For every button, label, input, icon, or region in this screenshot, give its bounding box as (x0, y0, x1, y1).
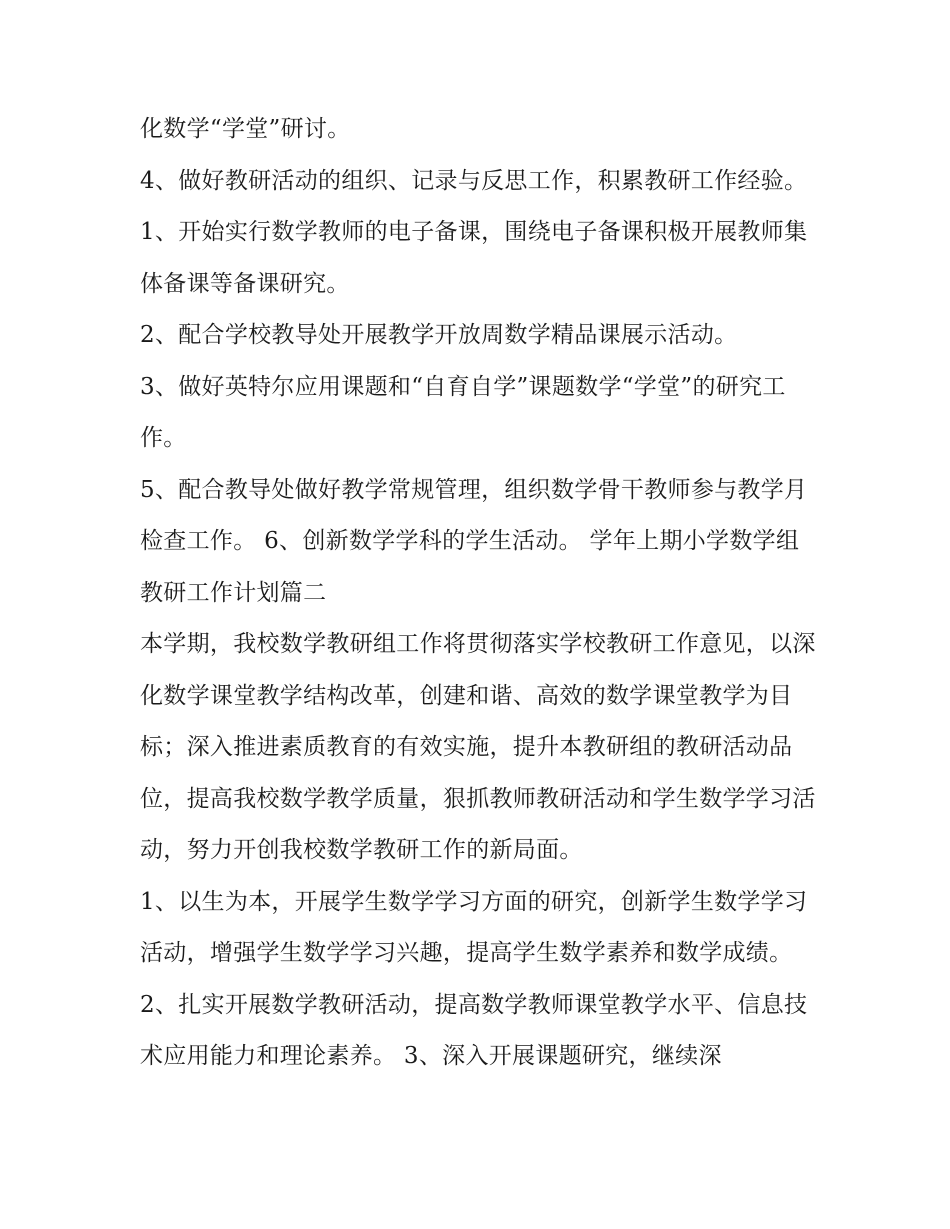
paragraph-8: 2、扎实开展数学教研活动，提高数学教师课堂教学水平、信息技术应用能力和理论素养。 3、深入开展课题研究，继续深 (140, 991, 808, 1069)
paragraph-2: 4、做好教研活动的组织、记录与反思工作，积累教研工作经验。 1、开始实行数学教师的电子备课，围绕电子备课积极开展教师集体备课等备课研究。 (140, 167, 808, 297)
paragraph-6: 本学期，我校数学教研组工作将贯彻落实学校教研工作意见，以深化数学课堂教学结构改革，创建和谐、高效的数学课堂教学为目标；深入推进素质教育的有效实施，提升本教研组的教研活动品位，提高我校数学教学质量，狠抓教师教研活动和学生数学学习活动，努力开创我校数学教研工作的新局面。 (140, 631, 816, 863)
document-body (140, 104, 820, 1083)
paragraph-7: 1、以生为本，开展学生数学学习方面的研究，创新学生数学学习活动，增强学生数学学习兴趣，提高学生数学素养和数学成绩。 (140, 888, 808, 966)
paragraph-4: 3、做好英特尔应用课题和“自育自学”课题数学“学堂”的研究工作。 (140, 373, 786, 451)
paragraph-3: 2、配合学校教导处开展教学开放周数学精品课展示活动。 (140, 322, 738, 348)
paragraph-5: 5、配合教导处做好教学常规管理，组织数学骨干教师参与教学月检查工作。 6、创新数学学科的学生活动。 学年上期小学数学组教研工作计划篇二 (140, 476, 808, 606)
paragraph-1: 化数学“学堂”研讨。 (140, 116, 351, 142)
